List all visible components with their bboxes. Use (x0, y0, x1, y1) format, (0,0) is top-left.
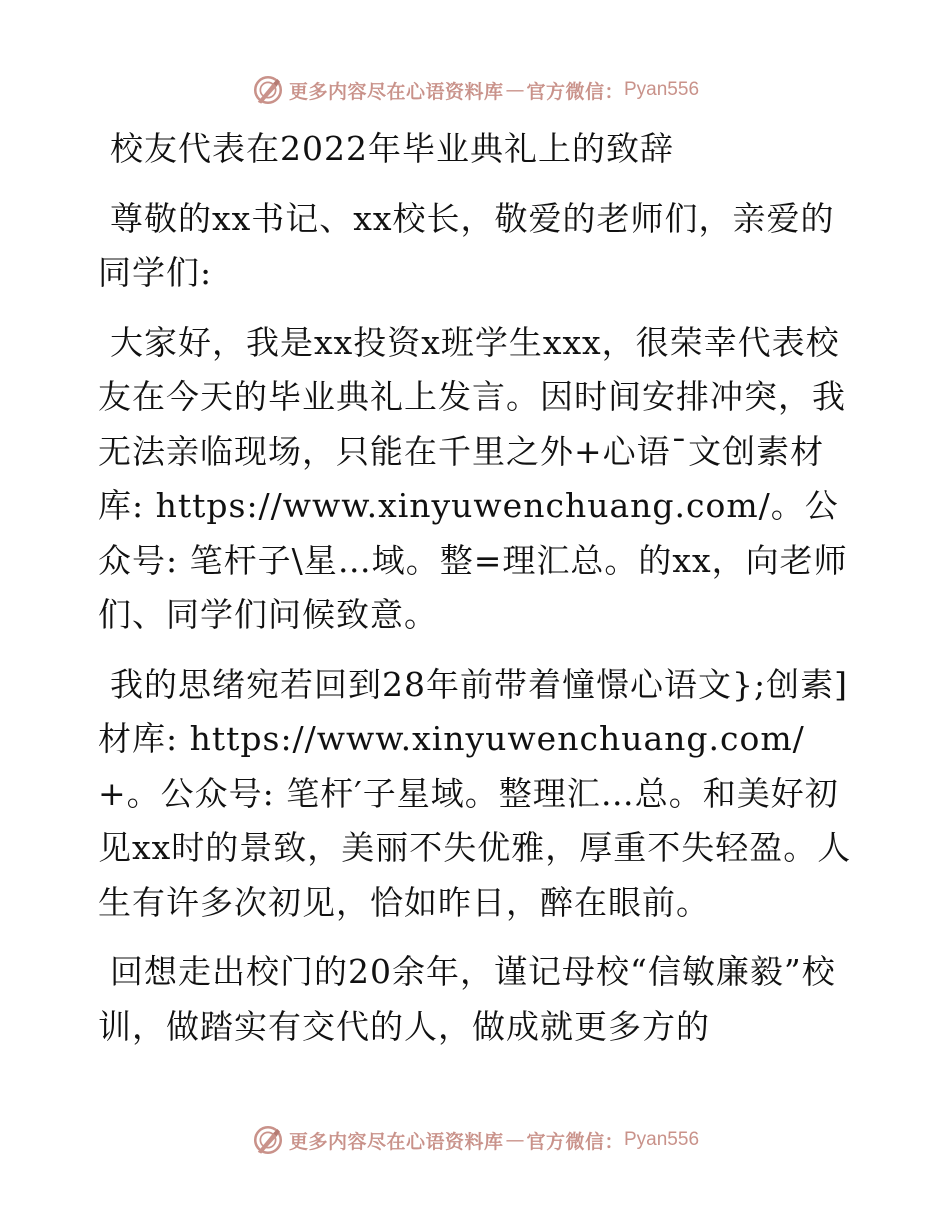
watermark-suffix: 官方微信： (526, 80, 624, 103)
paragraph-memory: 我的思绪宛若回到28年前带着憧憬心语文};创素]材库: https://www.xinyuwenchuang.com/+。公众号: 笔杆′子星域。整理汇…总。和美好初见xx时的景致，美丽不失优雅，厚重不失轻盈。人生有许多次初见，恰如昨日，醉在眼前。 (98, 664, 852, 922)
footer-watermark (0, 1118, 950, 1162)
watermark-wechat: Pyan556 (624, 1129, 700, 1150)
document-body (98, 122, 858, 1069)
paragraph-intro: 大家好，我是xx投资x班学生xxx，很荣幸代表校友在今天的毕业典礼上发言。因时间安排冲突，我无法亲临现场，只能在千里之外+心语¯文创素材库: https://www.xinyuwenchuang.com/。公众号: 笔杆子\星…域。整=理汇总。的xx，向老师们、同学们问候致意。 (98, 322, 848, 634)
watermark-wechat: Pyan556 (624, 79, 700, 100)
document-title: 校友代表在2022年毕业典礼上的致辞 (110, 129, 674, 168)
watermark-dash: — (505, 79, 525, 101)
paragraph-greeting: 尊敬的xx书记、xx校长，敬爱的老师们，亲爱的同学们: (98, 198, 835, 292)
paragraph-reflection: 回想走出校门的20余年，谨记母校“信敏廉毅”校训，做踏实有交代的人，做成就更多方的 (98, 952, 836, 1046)
watermark-dash: — (505, 1129, 525, 1151)
watermark-text: 更多内容尽在心语资料库 (288, 80, 504, 103)
pen-logo-icon (251, 1123, 285, 1157)
watermark-suffix: 官方微信： (526, 1130, 624, 1153)
header-watermark (0, 68, 950, 112)
pen-logo-icon (251, 73, 285, 107)
watermark-text: 更多内容尽在心语资料库 (288, 1130, 504, 1153)
